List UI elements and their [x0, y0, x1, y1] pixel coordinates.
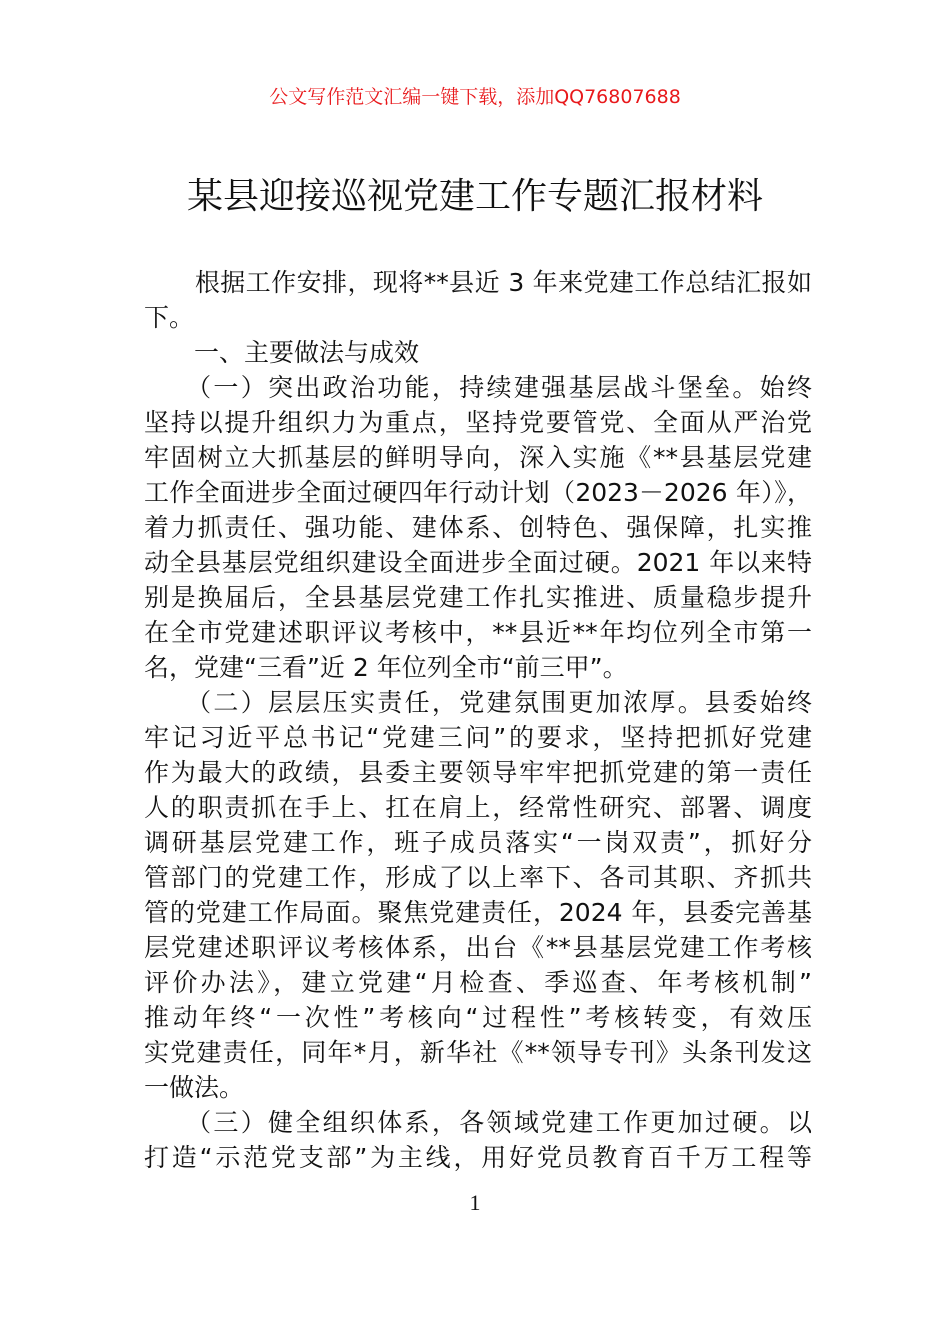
subsection-heading-line: （一）突出政治功能，持续建强基层战斗堡垒。始终: [144, 373, 812, 402]
body-line: 牢固树立大抓基层的鲜明导向，深入实施《**县基层党建: [144, 443, 812, 472]
page-number: 1: [469, 1190, 481, 1215]
document-title: 某县迎接巡视党建工作专题汇报材料: [186, 176, 763, 217]
body-line: 评价办法》，建立党建“月检查、季巡查、年考核机制”: [144, 968, 812, 997]
body-line: 根据工作安排，现将**县近 3 年来党建工作总结汇报如: [144, 268, 812, 297]
body-line: 下。: [144, 303, 195, 332]
body-line: 层党建述职评议考核体系，出台《**县基层党建工作考核: [144, 933, 812, 962]
body-line: 调研基层党建工作，班子成员落实“一岗双责”，抓好分: [144, 828, 812, 857]
body-line: 打造“示范党支部”为主线，用好党员教育百千万工程等: [144, 1143, 812, 1172]
body-line: 名，党建“三看”近 2 年位列全市“前三甲”。: [144, 653, 628, 682]
body-line: 在全市党建述职评议考核中，**县近**年均位列全市第一: [144, 618, 812, 647]
body-line: 管部门的党建工作，形成了以上率下、各司其职、齐抓共: [144, 863, 812, 892]
download-banner: 公文写作范文汇编一键下载，添加QQ76807688: [269, 86, 681, 108]
body-line: 作为最大的政绩，县委主要领导牢牢把抓党建的第一责任: [144, 758, 812, 787]
body-line: 人的职责抓在手上、扛在肩上，经常性研究、部署、调度: [144, 793, 812, 822]
subsection-heading-line: （二）层层压实责任，党建氛围更加浓厚。县委始终: [144, 688, 812, 717]
section-heading: 一、主要做法与成效: [144, 338, 420, 367]
subsection-heading-line: （三）健全组织体系，各领域党建工作更加过硬。以: [144, 1108, 812, 1137]
body-line: 着力抓责任、强功能、建体系、创特色、强保障，扎实推: [144, 513, 812, 542]
body-line: 工作全面进步全面过硬四年行动计划（2023－2026 年）》，: [144, 478, 812, 507]
body-line: 一做法。: [144, 1073, 245, 1102]
body-line: 坚持以提升组织力为重点，坚持党要管党、全面从严治党: [144, 408, 812, 437]
body-line: 别是换届后，全县基层党建工作扎实推进、质量稳步提升: [144, 583, 812, 612]
body-line: 动全县基层党组织建设全面进步全面过硬。2021 年以来特: [144, 548, 812, 577]
body-line: 管的党建工作局面。聚焦党建责任，2024 年，县委完善基: [144, 898, 812, 927]
document-body: [144, 265, 812, 1175]
body-line: 推动年终“一次性”考核向“过程性”考核转变，有效压: [144, 1003, 812, 1032]
body-line: 实党建责任，同年*月，新华社《**领导专刊》头条刊发这: [144, 1038, 812, 1067]
body-line: 牢记习近平总书记“党建三问”的要求，坚持把抓好党建: [144, 723, 812, 752]
